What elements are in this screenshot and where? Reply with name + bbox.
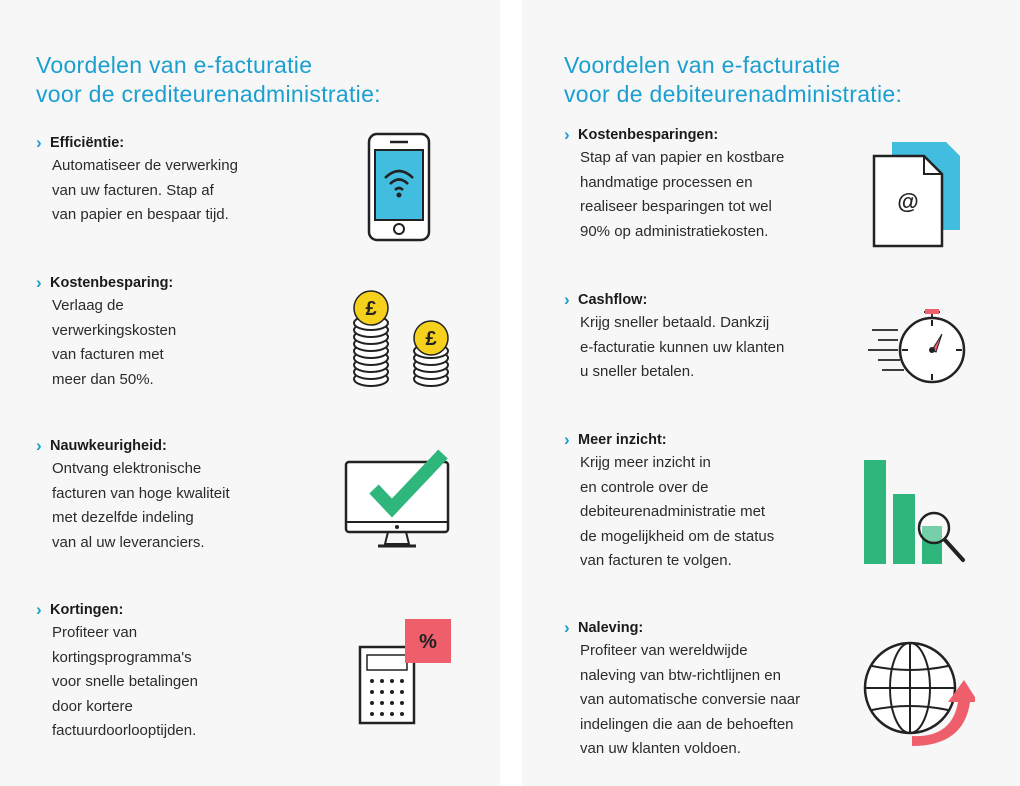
benefit-heading: Kostenbesparingen: — [578, 127, 719, 143]
description-line: van facturen met — [52, 346, 164, 363]
chevron-right-icon: › — [36, 273, 42, 292]
description-line: Verlaag de — [52, 297, 124, 314]
pound-symbol: £ — [425, 328, 437, 350]
debtors-panel — [522, 0, 1020, 786]
description-line: realiseer besparingen tot wel — [580, 198, 772, 215]
benefit-heading: Kortingen: — [50, 602, 124, 618]
description-line: Automatiseer de verwerking — [52, 157, 238, 174]
description-line: van al uw leveranciers. — [52, 533, 205, 551]
description-line: Profiteer van wereldwijde — [580, 642, 748, 659]
chevron-right-icon: › — [564, 290, 570, 309]
description-line: de mogelijkheid om de status — [580, 527, 775, 545]
description-line: van facturen te volgen. — [580, 552, 732, 569]
description-line: door kortere — [52, 697, 133, 715]
description-line: naleving van btw-richtlijnen en — [580, 666, 781, 684]
at-symbol: @ — [897, 189, 919, 214]
description-line: Stap af van papier en kostbare — [580, 149, 785, 166]
pound-coins-icon — [346, 288, 456, 393]
description-line: Krijg meer inzicht in — [580, 454, 711, 471]
benefit-heading: Cashflow: — [578, 292, 648, 308]
chevron-right-icon: › — [36, 600, 42, 619]
chevron-right-icon: › — [564, 430, 570, 449]
chevron-right-icon: › — [36, 133, 42, 152]
creditors-title: Voordelen van e-facturatie voor de crediteurenadministratie: — [36, 52, 381, 108]
description-line: voor snelle betalingen — [52, 673, 198, 690]
benefit-cashflow — [564, 289, 844, 385]
description-line: factuurdoorlooptijden. — [52, 722, 197, 739]
pound-symbol: £ — [365, 298, 377, 320]
debtors-title: Voordelen van e-facturatie voor de debiteurenadministratie: — [564, 52, 903, 108]
description-line: e-facturatie kunnen uw klanten — [580, 338, 785, 356]
description-line: verwerkingskosten — [52, 321, 177, 339]
benefit-accuracy — [36, 435, 316, 555]
chevron-right-icon: › — [564, 618, 570, 637]
benefit-discounts — [36, 599, 316, 744]
smartphone-wifi-icon — [360, 130, 440, 245]
calculator-percent-icon — [352, 617, 457, 729]
monitor-check-icon — [340, 446, 455, 554]
description-line: debiteurenadministratie met — [580, 503, 766, 520]
benefit-heading: Naleving: — [578, 620, 644, 636]
description-line: Krijg sneller betaald. Dankzij — [580, 314, 770, 331]
chevron-right-icon: › — [36, 436, 42, 455]
benefit-cost-saving — [36, 272, 316, 392]
globe-arrow-icon — [860, 636, 975, 746]
stopwatch-icon — [864, 302, 970, 388]
description-line: facturen van hoge kwaliteit — [52, 484, 230, 502]
bar-chart-magnifier-icon — [860, 454, 970, 572]
description-line: van automatische conversie naar — [580, 691, 801, 708]
benefit-heading: Nauwkeurigheid: — [50, 438, 167, 454]
description-line: en controle over de — [580, 478, 709, 496]
description-line: u sneller betalen. — [580, 363, 695, 380]
benefit-heading: Efficiëntie: — [50, 135, 125, 151]
description-line: handmatige processen en — [580, 173, 753, 191]
description-line: van uw facturen. Stap af — [52, 181, 214, 199]
benefit-heading: Meer inzicht: — [578, 432, 667, 448]
description-line: 90% op administratiekosten. — [580, 222, 769, 240]
chevron-right-icon: › — [564, 125, 570, 144]
description-line: Ontvang elektronische — [52, 460, 202, 477]
description-line: met dezelfde indeling — [52, 509, 194, 526]
creditors-panel — [0, 0, 500, 786]
benefit-heading: Kostenbesparing: — [50, 275, 174, 291]
email-document-icon — [866, 138, 966, 250]
benefit-cost-savings — [564, 124, 844, 244]
description-line: van uw klanten voldoen. — [580, 740, 741, 757]
benefit-efficiency — [36, 132, 316, 228]
description-line: van papier en bespaar tijd. — [52, 206, 229, 223]
benefit-compliance — [564, 617, 844, 762]
description-line: Profiteer van — [52, 624, 138, 641]
description-line: meer dan 50%. — [52, 370, 154, 388]
description-line: indelingen die aan de behoeften — [580, 715, 794, 733]
percent-symbol: % — [419, 631, 437, 653]
benefit-insight — [564, 429, 844, 574]
description-line: kortingsprogramma's — [52, 648, 192, 666]
